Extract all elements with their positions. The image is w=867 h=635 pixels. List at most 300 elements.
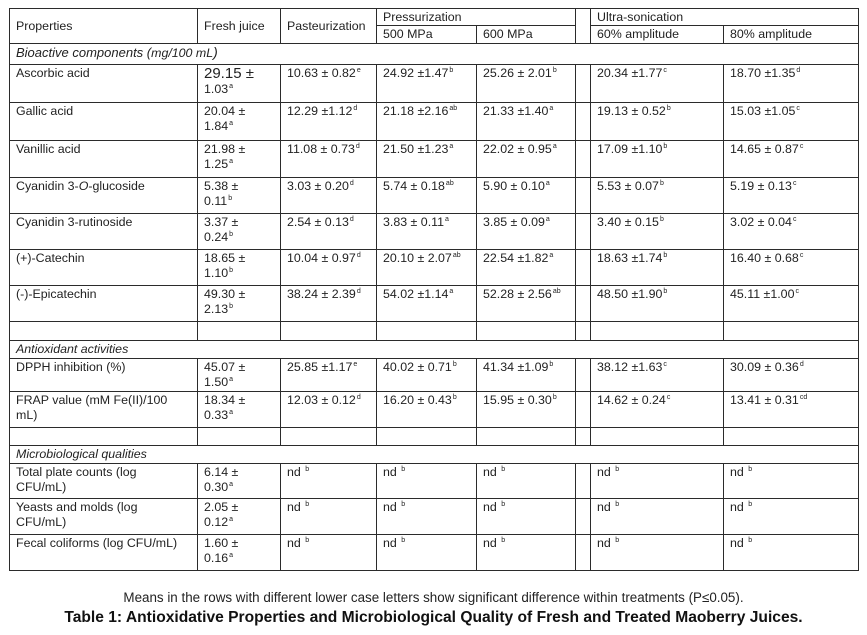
value-text: nd bbox=[597, 536, 615, 550]
row-label-text: Fecal coliforms (log CFU/mL) bbox=[16, 536, 178, 550]
spacer-cell bbox=[576, 464, 591, 499]
significance-letter: b bbox=[663, 288, 668, 295]
p500-value bbox=[377, 214, 477, 250]
fresh-juice-value bbox=[198, 392, 281, 428]
blank-cell bbox=[198, 428, 281, 446]
spacer-cell bbox=[576, 103, 591, 141]
spacer-cell bbox=[576, 250, 591, 286]
significance-letter: b bbox=[552, 394, 557, 401]
value-text: nd bbox=[730, 500, 748, 514]
blank-cell bbox=[377, 322, 477, 341]
significance-letter: b bbox=[452, 394, 457, 401]
significance-letter: e bbox=[353, 361, 358, 368]
value-text: 22.02 ± 0.95 bbox=[483, 142, 552, 156]
significance-letter: c bbox=[799, 143, 804, 150]
spacer-cell bbox=[576, 141, 591, 178]
spacer-cell bbox=[576, 392, 591, 428]
value-text: 14.62 ± 0.24 bbox=[597, 393, 666, 407]
p500-value bbox=[377, 286, 477, 322]
significance-letter: a bbox=[445, 216, 449, 223]
value-text: 19.13 ± 0.52 bbox=[597, 104, 666, 118]
row-label bbox=[10, 392, 198, 428]
significance-letter: b bbox=[615, 537, 620, 544]
value-text: 12.03 ± 0.12 bbox=[287, 393, 356, 407]
u80-value bbox=[724, 499, 859, 535]
table-caption: Table 1: Antioxidative Properties and Microbiological Quality of Fresh and Treated Maoberry Juices. bbox=[64, 609, 803, 626]
fresh-value-line1: 49.30 ± bbox=[204, 287, 246, 301]
u80-value bbox=[724, 464, 859, 499]
section-title: Antioxidant activities bbox=[10, 341, 859, 359]
p600-value bbox=[477, 250, 576, 286]
fresh-value-line1: 3.37 ± bbox=[204, 215, 239, 229]
p600-value bbox=[477, 392, 576, 428]
value-text: 38.24 ± 2.39 bbox=[287, 287, 356, 301]
u60-value bbox=[591, 178, 724, 214]
header-pasteurization: Pasteurization bbox=[281, 9, 377, 44]
significance-letter: b bbox=[401, 537, 406, 544]
section-row bbox=[10, 446, 859, 464]
p500-value bbox=[377, 103, 477, 141]
blank-cell bbox=[10, 322, 198, 341]
header-row-1 bbox=[10, 9, 859, 26]
significance-letter: a bbox=[552, 143, 557, 150]
blank-cell bbox=[477, 322, 576, 341]
u60-value bbox=[591, 464, 724, 499]
p500-value bbox=[377, 499, 477, 535]
value-text: 21.33 ±1.40 bbox=[483, 104, 549, 118]
significance-letter: d bbox=[353, 105, 358, 112]
blank-cell bbox=[281, 322, 377, 341]
significance-letter: e bbox=[356, 67, 361, 74]
blank-row bbox=[10, 428, 859, 446]
table-row bbox=[10, 499, 859, 535]
significance-letter: b bbox=[229, 231, 234, 238]
fresh-value-line1: 20.04 ± bbox=[204, 104, 246, 118]
fresh-value-line2: 1.50 bbox=[204, 375, 229, 389]
fresh-value-line1: 5.38 ± bbox=[204, 179, 239, 193]
significance-letter: c bbox=[666, 394, 671, 401]
u80-value bbox=[724, 359, 859, 392]
value-text: 15.03 ±1.05 bbox=[730, 104, 796, 118]
value-text: 10.04 ± 0.97 bbox=[287, 251, 356, 265]
u60-value bbox=[591, 65, 724, 103]
table-row bbox=[10, 392, 859, 428]
fresh-value-line2: 0.12 bbox=[204, 515, 229, 529]
blank-cell bbox=[591, 322, 724, 341]
p500-value bbox=[377, 141, 477, 178]
row-label-part: -glucoside bbox=[88, 179, 145, 193]
pasteurization-value bbox=[281, 214, 377, 250]
value-text: 12.29 ±1.12 bbox=[287, 104, 353, 118]
row-label-text: (-)-Epicatechin bbox=[16, 287, 97, 301]
row-label-text: (+)-Catechin bbox=[16, 251, 85, 265]
row-label bbox=[10, 65, 198, 103]
value-text: nd bbox=[597, 500, 615, 514]
u60-value bbox=[591, 535, 724, 571]
value-text: 2.54 ± 0.13 bbox=[287, 215, 349, 229]
pasteurization-value bbox=[281, 178, 377, 214]
value-text: 40.02 ± 0.71 bbox=[383, 360, 452, 374]
row-label bbox=[10, 286, 198, 322]
blank-cell bbox=[198, 322, 281, 341]
row-label bbox=[10, 464, 198, 499]
fresh-juice-value bbox=[198, 535, 281, 571]
p600-value bbox=[477, 499, 576, 535]
row-label-part: O bbox=[78, 179, 89, 193]
significance-letter: c bbox=[792, 216, 797, 223]
p500-value bbox=[377, 65, 477, 103]
fresh-juice-value bbox=[198, 359, 281, 392]
row-label-text-2: mL) bbox=[16, 408, 38, 422]
spacer-cell bbox=[576, 65, 591, 103]
data-table bbox=[9, 8, 859, 571]
spacer-cell bbox=[576, 359, 591, 392]
value-text: 45.11 ±1.00 bbox=[730, 287, 795, 301]
p600-value bbox=[477, 286, 576, 322]
blank-cell bbox=[10, 428, 198, 446]
significance-letter: d bbox=[349, 216, 354, 223]
pasteurization-value bbox=[281, 250, 377, 286]
significance-letter: b bbox=[552, 67, 557, 74]
fresh-juice-value bbox=[198, 250, 281, 286]
table-row bbox=[10, 464, 859, 499]
value-text: nd bbox=[730, 536, 748, 550]
section-row bbox=[10, 341, 859, 359]
row-label bbox=[10, 141, 198, 178]
significance-letter: c bbox=[663, 67, 667, 74]
value-text: nd bbox=[383, 465, 401, 479]
significance-letter: d bbox=[355, 143, 360, 150]
significance-letter: d bbox=[349, 180, 354, 187]
significance-letter: b bbox=[748, 466, 753, 473]
section-title bbox=[10, 44, 859, 65]
significance-letter: b bbox=[401, 501, 406, 508]
significance-letter: c bbox=[663, 361, 667, 368]
blank-cell bbox=[576, 428, 591, 446]
p500-value bbox=[377, 535, 477, 571]
fresh-value-line2: 1.10 bbox=[204, 266, 229, 280]
table-row bbox=[10, 359, 859, 392]
row-label bbox=[10, 359, 198, 392]
u60-value bbox=[591, 103, 724, 141]
p600-value bbox=[477, 464, 576, 499]
value-text: nd bbox=[383, 500, 401, 514]
table-row bbox=[10, 103, 859, 141]
row-label-text: FRAP value (mM Fe(II)/100 bbox=[16, 393, 168, 407]
p600-value bbox=[477, 535, 576, 571]
row-label-text: DPPH inhibition (%) bbox=[16, 360, 126, 374]
p600-value bbox=[477, 141, 576, 178]
value-text: 18.63 ±1.74 bbox=[597, 251, 663, 265]
significance-letter: b bbox=[449, 67, 454, 74]
value-text: nd bbox=[483, 536, 501, 550]
fresh-juice-value bbox=[198, 286, 281, 322]
footnote: Means in the rows with different lower case letters show significant difference within treatments (P≤0.05). bbox=[123, 590, 744, 605]
significance-letter: a bbox=[545, 180, 550, 187]
significance-letter: b bbox=[615, 501, 620, 508]
significance-letter: c bbox=[792, 180, 797, 187]
row-label-text: Cyanidin 3-rutinoside bbox=[16, 215, 133, 229]
fresh-juice-value bbox=[198, 141, 281, 178]
significance-letter: d bbox=[799, 361, 804, 368]
header-60-amplitude: 60% amplitude bbox=[591, 26, 724, 44]
table-row bbox=[10, 178, 859, 214]
blank-row bbox=[10, 322, 859, 341]
spacer-cell bbox=[576, 9, 591, 44]
fresh-juice-value bbox=[198, 464, 281, 499]
value-text: 5.90 ± 0.10 bbox=[483, 179, 545, 193]
u80-value bbox=[724, 286, 859, 322]
header-500mpa: 500 MPa bbox=[377, 26, 477, 44]
blank-cell bbox=[377, 428, 477, 446]
value-text: nd bbox=[287, 500, 305, 514]
value-text: nd bbox=[483, 465, 501, 479]
row-label bbox=[10, 178, 198, 214]
blank-cell bbox=[591, 428, 724, 446]
table-row bbox=[10, 65, 859, 103]
significance-letter: a bbox=[229, 83, 234, 90]
row-label-text-2: CFU/mL) bbox=[16, 515, 67, 529]
significance-letter: b bbox=[501, 501, 506, 508]
significance-letter: a bbox=[229, 516, 234, 523]
value-text: 3.03 ± 0.20 bbox=[287, 179, 349, 193]
blank-cell bbox=[576, 322, 591, 341]
fresh-value-line2: 1.84 bbox=[204, 119, 229, 133]
significance-letter: b bbox=[305, 466, 310, 473]
value-text: 21.18 ±2.16 bbox=[383, 104, 449, 118]
section-title: Microbiological qualities bbox=[10, 446, 859, 464]
significance-letter: b bbox=[659, 216, 664, 223]
u60-value bbox=[591, 214, 724, 250]
p600-value bbox=[477, 359, 576, 392]
significance-letter: c bbox=[795, 288, 799, 295]
value-text: 22.54 ±1.82 bbox=[483, 251, 549, 265]
u80-value bbox=[724, 392, 859, 428]
value-text: 18.70 ±1.35 bbox=[730, 66, 796, 80]
fresh-value-line2: 2.13 bbox=[204, 302, 229, 316]
header-fresh-juice: Fresh juice bbox=[198, 9, 281, 44]
fresh-value-line2: 0.30 bbox=[204, 480, 229, 494]
significance-letter: d bbox=[356, 252, 361, 259]
row-label bbox=[10, 103, 198, 141]
significance-letter: d bbox=[796, 67, 801, 74]
p500-value bbox=[377, 464, 477, 499]
significance-letter: b bbox=[501, 537, 506, 544]
header-80-amplitude: 80% amplitude bbox=[724, 26, 859, 44]
blank-cell bbox=[724, 322, 859, 341]
row-label-part: Cyanidin 3- bbox=[16, 179, 79, 193]
value-text: 3.40 ± 0.15 bbox=[597, 215, 659, 229]
row-label-text: Total plate counts (log bbox=[16, 465, 137, 479]
p500-value bbox=[377, 359, 477, 392]
significance-letter: ab bbox=[452, 252, 461, 259]
value-text: nd bbox=[730, 465, 748, 479]
row-label-text: Vanillic acid bbox=[16, 142, 81, 156]
significance-letter: ab bbox=[449, 105, 458, 112]
value-text: nd bbox=[287, 536, 305, 550]
value-text: 3.83 ± 0.11 bbox=[383, 215, 444, 229]
fresh-value-line1: 2.05 ± bbox=[204, 500, 239, 514]
row-label bbox=[10, 499, 198, 535]
significance-letter: cd bbox=[799, 394, 808, 401]
significance-letter: a bbox=[229, 481, 234, 488]
spacer-cell bbox=[576, 286, 591, 322]
value-text: 17.09 ±1.10 bbox=[597, 142, 663, 156]
fresh-value-line2: 0.16 bbox=[204, 551, 229, 565]
pasteurization-value bbox=[281, 535, 377, 571]
significance-letter: b bbox=[549, 361, 554, 368]
significance-letter: a bbox=[549, 105, 554, 112]
fresh-juice-value bbox=[198, 214, 281, 250]
u60-value bbox=[591, 286, 724, 322]
significance-letter: b bbox=[228, 195, 233, 202]
fresh-value-line1: 1.60 ± bbox=[204, 536, 239, 550]
significance-letter: a bbox=[229, 552, 234, 559]
value-text: 25.85 ±1.17 bbox=[287, 360, 353, 374]
section-title-unit: mg/100 mL bbox=[151, 46, 214, 60]
significance-letter: b bbox=[501, 466, 506, 473]
p600-value bbox=[477, 103, 576, 141]
p500-value bbox=[377, 178, 477, 214]
blank-cell bbox=[724, 428, 859, 446]
fresh-value-line1: 21.98 ± bbox=[204, 142, 246, 156]
row-label-text: Yeasts and molds (log bbox=[16, 500, 138, 514]
value-text: 5.19 ± 0.13 bbox=[730, 179, 792, 193]
significance-letter: a bbox=[545, 216, 550, 223]
spacer-cell bbox=[576, 214, 591, 250]
spacer-cell bbox=[576, 499, 591, 535]
fresh-value-line1: 18.65 ± bbox=[204, 251, 246, 265]
row-label bbox=[10, 535, 198, 571]
significance-letter: b bbox=[401, 466, 406, 473]
significance-letter: b bbox=[748, 537, 753, 544]
row-label-text-2: CFU/mL) bbox=[16, 480, 67, 494]
table-row bbox=[10, 141, 859, 178]
value-text: 48.50 ±1.90 bbox=[597, 287, 663, 301]
p600-value bbox=[477, 178, 576, 214]
significance-letter: a bbox=[229, 376, 234, 383]
pasteurization-value bbox=[281, 499, 377, 535]
pasteurization-value bbox=[281, 286, 377, 322]
significance-letter: b bbox=[229, 303, 234, 310]
u60-value bbox=[591, 359, 724, 392]
value-text: 10.63 ± 0.82 bbox=[287, 66, 356, 80]
value-text: 5.53 ± 0.07 bbox=[597, 179, 659, 193]
fresh-value-line1: 18.34 ± bbox=[204, 393, 246, 407]
value-text: 3.85 ± 0.09 bbox=[483, 215, 545, 229]
table-row bbox=[10, 535, 859, 571]
value-text: 3.02 ± 0.04 bbox=[730, 215, 792, 229]
section-title-text: Bioactive components ( bbox=[16, 45, 152, 60]
section-row bbox=[10, 44, 859, 65]
significance-letter: b bbox=[748, 501, 753, 508]
row-label-text: Gallic acid bbox=[16, 104, 74, 118]
fresh-value-line2: 1.03 bbox=[204, 82, 229, 96]
fresh-value-line2: 0.33 bbox=[204, 408, 229, 422]
blank-cell bbox=[281, 428, 377, 446]
significance-letter: a bbox=[229, 158, 234, 165]
p600-value bbox=[477, 214, 576, 250]
fresh-value-line2: 1.25 bbox=[204, 157, 229, 171]
significance-letter: b bbox=[305, 537, 310, 544]
significance-letter: a bbox=[229, 120, 234, 127]
pasteurization-value bbox=[281, 392, 377, 428]
significance-letter: b bbox=[666, 105, 671, 112]
u80-value bbox=[724, 103, 859, 141]
significance-letter: c bbox=[796, 105, 800, 112]
significance-letter: b bbox=[663, 252, 668, 259]
value-text: 15.95 ± 0.30 bbox=[483, 393, 552, 407]
significance-letter: c bbox=[799, 252, 804, 259]
fresh-juice-value bbox=[198, 499, 281, 535]
row-label bbox=[10, 214, 198, 250]
value-text: 38.12 ±1.63 bbox=[597, 360, 663, 374]
fresh-juice-value bbox=[198, 103, 281, 141]
value-text: 21.50 ±1.23 bbox=[383, 142, 449, 156]
value-text: 41.34 ±1.09 bbox=[483, 360, 549, 374]
value-text: 24.92 ±1.47 bbox=[383, 66, 449, 80]
significance-letter: a bbox=[229, 409, 234, 416]
header-pressurization: Pressurization bbox=[377, 9, 576, 26]
spacer-cell bbox=[576, 535, 591, 571]
table-row bbox=[10, 286, 859, 322]
row-label-text: Ascorbic acid bbox=[16, 66, 90, 80]
u60-value bbox=[591, 250, 724, 286]
p500-value bbox=[377, 392, 477, 428]
value-text: 14.65 ± 0.87 bbox=[730, 142, 799, 156]
value-text: nd bbox=[383, 536, 401, 550]
value-text: 52.28 ± 2.56 bbox=[483, 287, 552, 301]
table-row bbox=[10, 214, 859, 250]
value-text: 54.02 ±1.14 bbox=[383, 287, 449, 301]
pasteurization-value bbox=[281, 464, 377, 499]
value-text: nd bbox=[483, 500, 501, 514]
significance-letter: b bbox=[663, 143, 668, 150]
section-title-close: ) bbox=[213, 44, 218, 60]
u80-value bbox=[724, 214, 859, 250]
fresh-value-line2: 0.24 bbox=[204, 230, 229, 244]
value-text: 13.41 ± 0.31 bbox=[730, 393, 799, 407]
value-text: 25.26 ± 2.01 bbox=[483, 66, 552, 80]
p600-value bbox=[477, 65, 576, 103]
pasteurization-value bbox=[281, 141, 377, 178]
p500-value bbox=[377, 250, 477, 286]
pasteurization-value bbox=[281, 65, 377, 103]
table-row bbox=[10, 250, 859, 286]
significance-letter: d bbox=[356, 288, 361, 295]
row-label bbox=[10, 250, 198, 286]
u80-value bbox=[724, 250, 859, 286]
value-text: 5.74 ± 0.18 bbox=[383, 179, 445, 193]
significance-letter: b bbox=[452, 361, 457, 368]
significance-letter: b bbox=[305, 501, 310, 508]
value-text: 16.20 ± 0.43 bbox=[383, 393, 452, 407]
fresh-value-line1: 29.15 ± bbox=[204, 65, 254, 82]
blank-cell bbox=[477, 428, 576, 446]
fresh-juice-value bbox=[198, 65, 281, 103]
fresh-value-line2: 0.11 bbox=[204, 194, 228, 208]
header-600mpa: 600 MPa bbox=[477, 26, 576, 44]
significance-letter: b bbox=[229, 267, 234, 274]
significance-letter: d bbox=[356, 394, 361, 401]
u80-value bbox=[724, 535, 859, 571]
significance-letter: a bbox=[549, 252, 554, 259]
significance-letter: ab bbox=[552, 288, 561, 295]
value-text: 20.34 ±1.77 bbox=[597, 66, 663, 80]
pasteurization-value bbox=[281, 103, 377, 141]
fresh-juice-value bbox=[198, 178, 281, 214]
value-text: nd bbox=[597, 465, 615, 479]
